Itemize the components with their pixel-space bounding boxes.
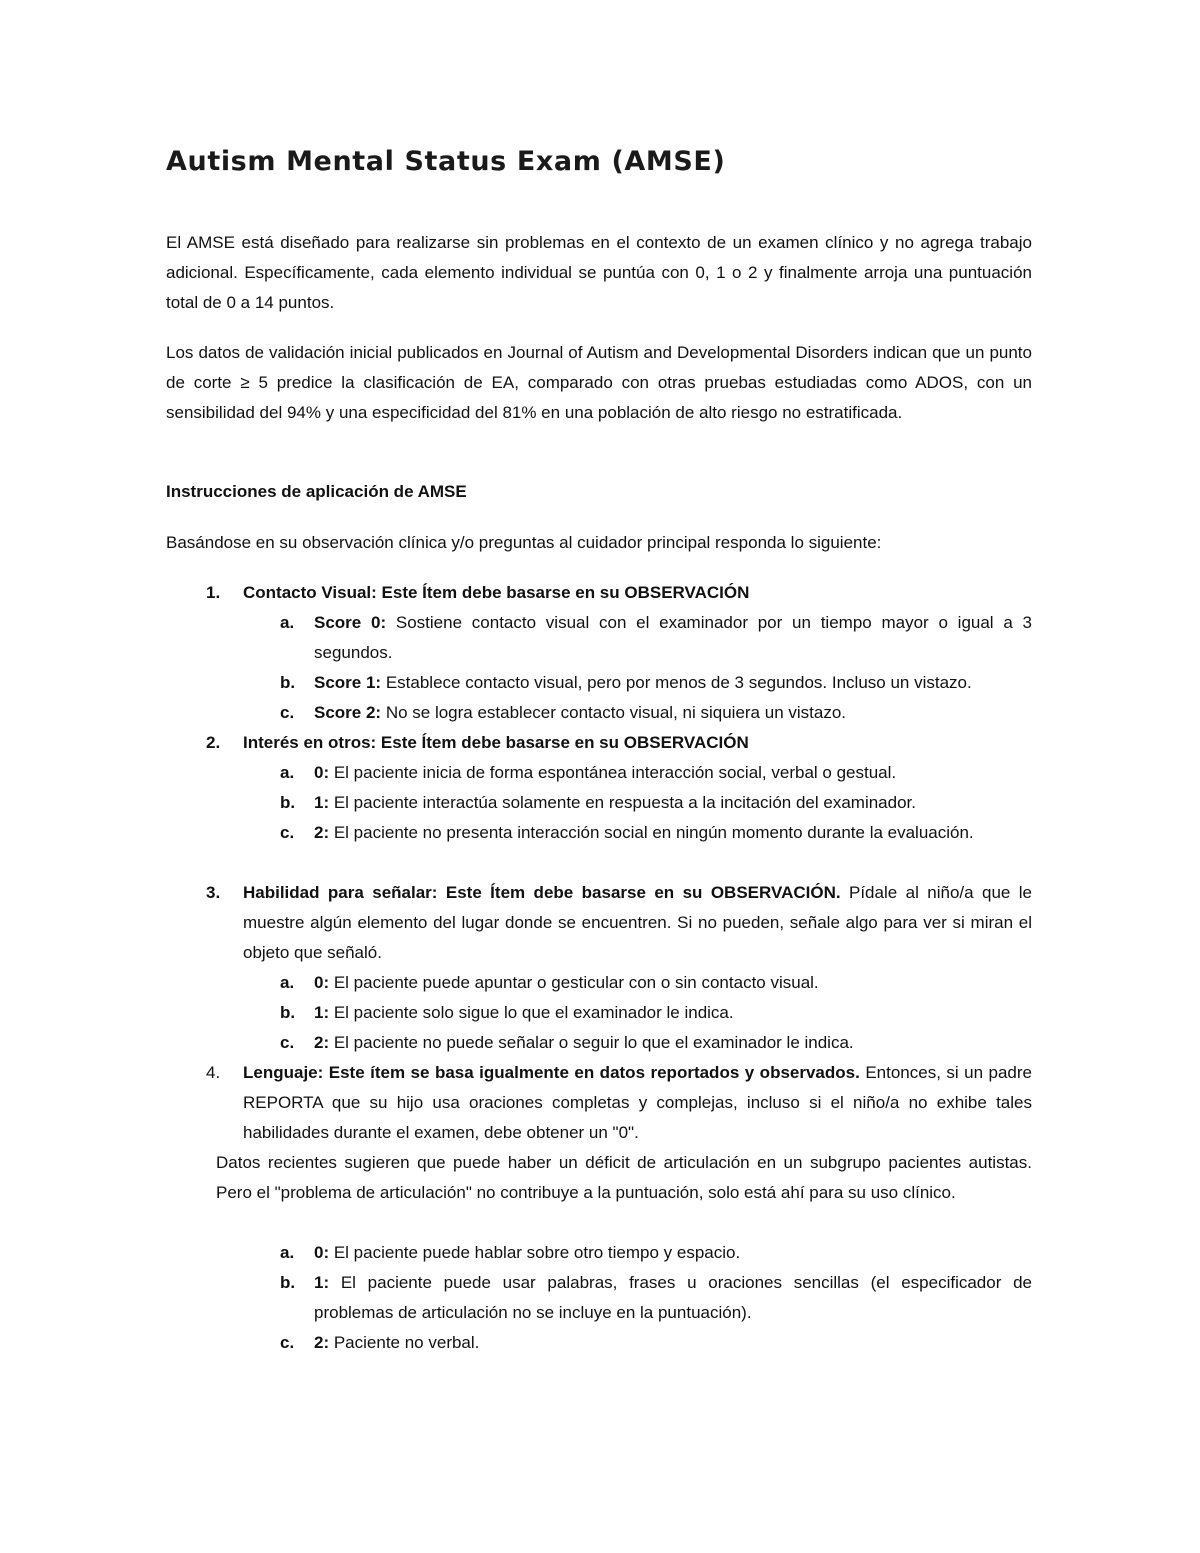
score-text: El paciente interactúa solamente en respuesta a la incitación del examinador. (329, 793, 916, 812)
sub-letter: c. (280, 703, 295, 722)
item-title: Lenguaje: Este ítem se basa igualmente en datos reportados y observados. (243, 1063, 860, 1082)
intro-paragraph-2: Los datos de validación inicial publicados en Journal of Autism and Developmental Disorders indican que un punto de corte ≥ 5 predice la clasificación de EA, comparado con otras pruebas estudiadas como ADOS, con un sensibilidad del 94% y una especificidad del 81% en una población de alto riesgo no estratificada. (166, 343, 1032, 422)
sub-letter: b. (280, 1003, 296, 1022)
score-label: Score 1: (314, 673, 382, 692)
item-number: 1. (206, 583, 221, 602)
score-label: Score 0: (314, 613, 387, 632)
item-description: Pídale al niño/a que le muestre algún elemento del lugar donde se encuentren. Si no pueden, señale algo para ver si miran el objeto que señaló. (243, 883, 1032, 962)
score-text: Paciente no verbal. (329, 1333, 480, 1352)
score-text: El paciente puede usar palabras, frases u oraciones sencillas (el especificador de problemas de articulación no se incluye en la puntuación). (314, 1273, 1032, 1322)
articulation-note: Datos recientes sugieren que puede haber un déficit de articulación en un subgrupo pacientes autistas. Pero el "problema de articulación" no contribuye a la puntuación, solo está ahí para su uso clínico. (216, 1153, 1032, 1202)
score-label: 1: (314, 1003, 330, 1022)
sub-letter: a. (280, 613, 295, 632)
instructions-heading: Instrucciones de aplicación de AMSE (166, 482, 467, 501)
score-label: Score 2: (314, 703, 382, 722)
sub-letter: b. (280, 673, 296, 692)
item-number: 2. (206, 733, 221, 752)
score-text: El paciente puede apuntar o gesticular con o sin contacto visual. (329, 973, 819, 992)
item-number: 4. (206, 1063, 221, 1082)
score-text: El paciente solo sigue lo que el examinador le indica. (329, 1003, 734, 1022)
score-label: 2: (314, 823, 330, 842)
score-text: Establece contacto visual, pero por menos de 3 segundos. Incluso un vistazo. (381, 673, 972, 692)
score-label: 2: (314, 1333, 330, 1352)
score-text: El paciente puede hablar sobre otro tiempo y espacio. (329, 1243, 741, 1262)
sub-letter: b. (280, 793, 296, 812)
sub-letter: c. (280, 1333, 295, 1352)
document-title: Autism Mental Status Exam (AMSE) (166, 146, 726, 177)
sub-letter: c. (280, 823, 295, 842)
score-text: El paciente no puede señalar o seguir lo que el examinador le indica. (329, 1033, 854, 1052)
item-description: Entonces, si un padre REPORTA que su hijo usa oraciones completas y complejas, incluso si el niño/a no exhibe tales habilidades durante el examen, debe obtener un "0". (243, 1063, 1032, 1142)
score-label: 0: (314, 763, 330, 782)
intro-paragraph-1: El AMSE está diseñado para realizarse sin problemas en el contexto de un examen clínico y no agrega trabajo adicional. Específicamente, cada elemento individual se puntúa con 0, 1 o 2 y finalmente arroja una puntuación total de 0 a 14 puntos. (166, 233, 1032, 312)
score-label: 2: (314, 1033, 330, 1052)
sub-letter: c. (280, 1033, 295, 1052)
item-title: Habilidad para señalar: Este Ítem debe basarse en su OBSERVACIÓN. (243, 883, 841, 902)
score-text: No se logra establecer contacto visual, ni siquiera un vistazo. (381, 703, 847, 722)
item-title: Interés en otros: Este Ítem debe basarse en su OBSERVACIÓN (243, 733, 749, 752)
score-label: 0: (314, 973, 330, 992)
sub-letter: a. (280, 973, 295, 992)
score-text: El paciente inicia de forma espontánea interacción social, verbal o gestual. (329, 763, 897, 782)
instructions-lead: Basándose en su observación clínica y/o preguntas al cuidador principal responda lo siguiente: (166, 533, 882, 552)
score-text: El paciente no presenta interacción social en ningún momento durante la evaluación. (329, 823, 974, 842)
score-label: 1: (314, 793, 330, 812)
item-title: Contacto Visual: Este Ítem debe basarse en su OBSERVACIÓN (243, 583, 750, 602)
score-label: 1: (314, 1273, 330, 1292)
sub-letter: a. (280, 763, 295, 782)
sub-letter: a. (280, 1243, 295, 1262)
score-text: Sostiene contacto visual con el examinador por un tiempo mayor o igual a 3 segundos. (314, 613, 1032, 662)
score-label: 0: (314, 1243, 330, 1262)
sub-letter: b. (280, 1273, 296, 1292)
item-number: 3. (206, 883, 221, 902)
